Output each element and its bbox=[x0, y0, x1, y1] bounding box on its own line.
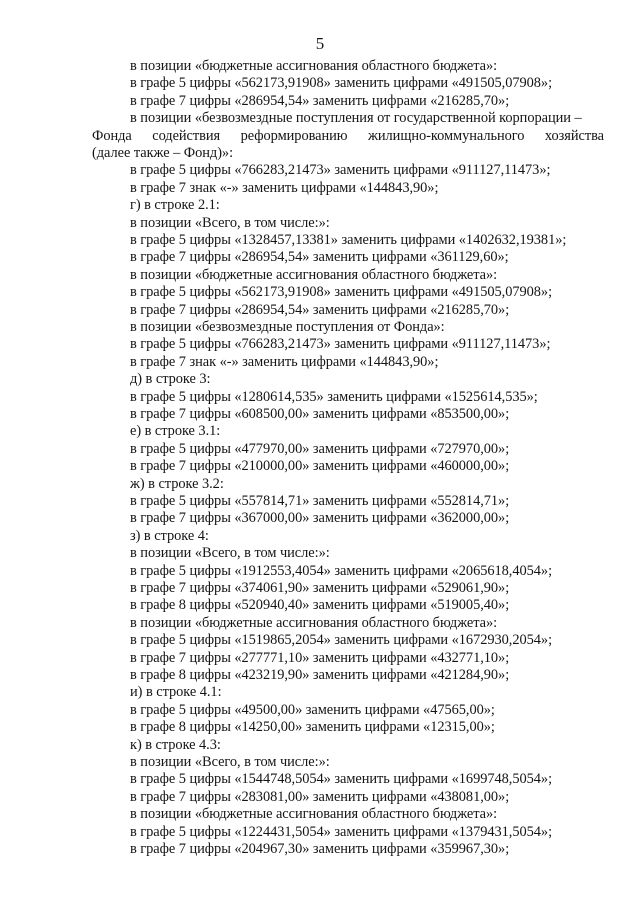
page-number: 5 bbox=[315, 34, 325, 53]
text-line: в графе 5 цифры «1519865,2054» заменить цифрами «1672930,2054»; bbox=[130, 632, 553, 649]
text-line: в графе 5 цифры «1544748,5054» заменить цифрами «1699748,5054»; bbox=[130, 771, 553, 788]
text-line: в графе 7 цифры «210000,00» заменить цифрами «460000,00»; bbox=[130, 458, 510, 475]
text-line: в графе 7 цифры «286954,54» заменить цифрами «216285,70»; bbox=[130, 92, 510, 109]
text-line: в позиции «Всего, в том числе:»: bbox=[130, 545, 330, 562]
text-line: (далее также – Фонд)»: bbox=[92, 145, 234, 161]
text-line: в графе 7 цифры «277771,10» заменить цифрами «432771,10»; bbox=[130, 649, 510, 666]
text-line: в графе 5 цифры «562173,91908» заменить цифрами «491505,07908»; bbox=[130, 75, 553, 92]
text-line: в позиции «бюджетные ассигнования областного бюджета»: bbox=[130, 58, 498, 74]
text-line: в графе 5 цифры «49500,00» заменить цифрами «47565,00»; bbox=[130, 701, 495, 718]
text-line: в графе 5 цифры «1280614,535» заменить цифрами «1525614,535»; bbox=[130, 388, 538, 405]
text-line: в позиции «безвозмездные поступления от Фонда»: bbox=[130, 319, 445, 335]
text-line: е) в строке 3.1: bbox=[130, 423, 221, 440]
text-line: в графе 5 цифры «477970,00» заменить цифрами «727970,00»; bbox=[130, 440, 510, 457]
text-line: в графе 7 цифры «204967,30» заменить цифрами «359967,30»; bbox=[130, 841, 510, 857]
text-line: в графе 8 цифры «423219,90» заменить цифрами «421284,90»; bbox=[130, 667, 510, 683]
text-line: в позиции «Всего, в том числе:»: bbox=[130, 754, 330, 770]
text-line: в графе 7 цифры «286954,54» заменить цифрами «216285,70»; bbox=[130, 301, 510, 318]
text-line: к) в строке 4.3: bbox=[130, 736, 221, 753]
text-line: в графе 5 цифры «1224431,5054» заменить цифрами «1379431,5054»; bbox=[130, 823, 553, 840]
text-line: в графе 7 цифры «367000,00» заменить цифрами «362000,00»; bbox=[130, 510, 510, 527]
text-line: в графе 7 цифры «374061,90» заменить цифрами «529061,90»; bbox=[130, 580, 510, 596]
text-line: в графе 7 цифры «283081,00» заменить цифрами «438081,00»; bbox=[130, 788, 510, 805]
text-line: в графе 8 цифры «520940,40» заменить цифрами «519005,40»; bbox=[130, 597, 510, 614]
text-line: з) в строке 4: bbox=[130, 527, 209, 544]
text-line: в графе 7 цифры «286954,54» заменить цифрами «361129,60»; bbox=[130, 249, 509, 266]
text-line: в графе 5 цифры «1328457,13381» заменить цифрами «1402632,19381»; bbox=[130, 232, 567, 248]
text-line: в позиции «бюджетные ассигнования областного бюджета»: bbox=[130, 806, 498, 823]
text-line: в графе 7 знак «-» заменить цифрами «144843,90»; bbox=[130, 179, 439, 196]
text-line: в графе 5 цифры «557814,71» заменить цифрами «552814,71»; bbox=[130, 493, 510, 509]
text-line: в графе 5 цифры «766283,21473» заменить цифрами «911127,11473»; bbox=[130, 162, 551, 179]
text-line: и) в строке 4.1: bbox=[130, 684, 222, 701]
text-line: в графе 7 цифры «608500,00» заменить цифрами «853500,00»; bbox=[130, 406, 510, 422]
text-line: Фонда содействия реформированию жилищно-коммунального хозяйства bbox=[92, 127, 604, 144]
text-line: в графе 5 цифры «766283,21473» заменить цифрами «911127,11473»; bbox=[130, 336, 551, 353]
text-line: в позиции «бюджетные ассигнования областного бюджета»: bbox=[130, 266, 498, 283]
text-line: в графе 8 цифры «14250,00» заменить цифрами «12315,00»; bbox=[130, 719, 495, 736]
text-line: в графе 7 знак «-» заменить цифрами «144843,90»; bbox=[130, 353, 439, 370]
text-line: в позиции «безвозмездные поступления от государственной корпорации – bbox=[130, 110, 582, 127]
text-line: в графе 5 цифры «1912553,4054» заменить цифрами «2065618,4054»; bbox=[130, 562, 553, 579]
text-line: д) в строке 3: bbox=[130, 371, 211, 388]
text-line: г) в строке 2.1: bbox=[130, 197, 220, 214]
text-line: ж) в строке 3.2: bbox=[130, 475, 224, 492]
text-line: в графе 5 цифры «562173,91908» заменить цифрами «491505,07908»; bbox=[130, 284, 553, 301]
text-line: в позиции «бюджетные ассигнования областного бюджета»: bbox=[130, 614, 498, 631]
text-line: в позиции «Всего, в том числе:»: bbox=[130, 214, 330, 231]
